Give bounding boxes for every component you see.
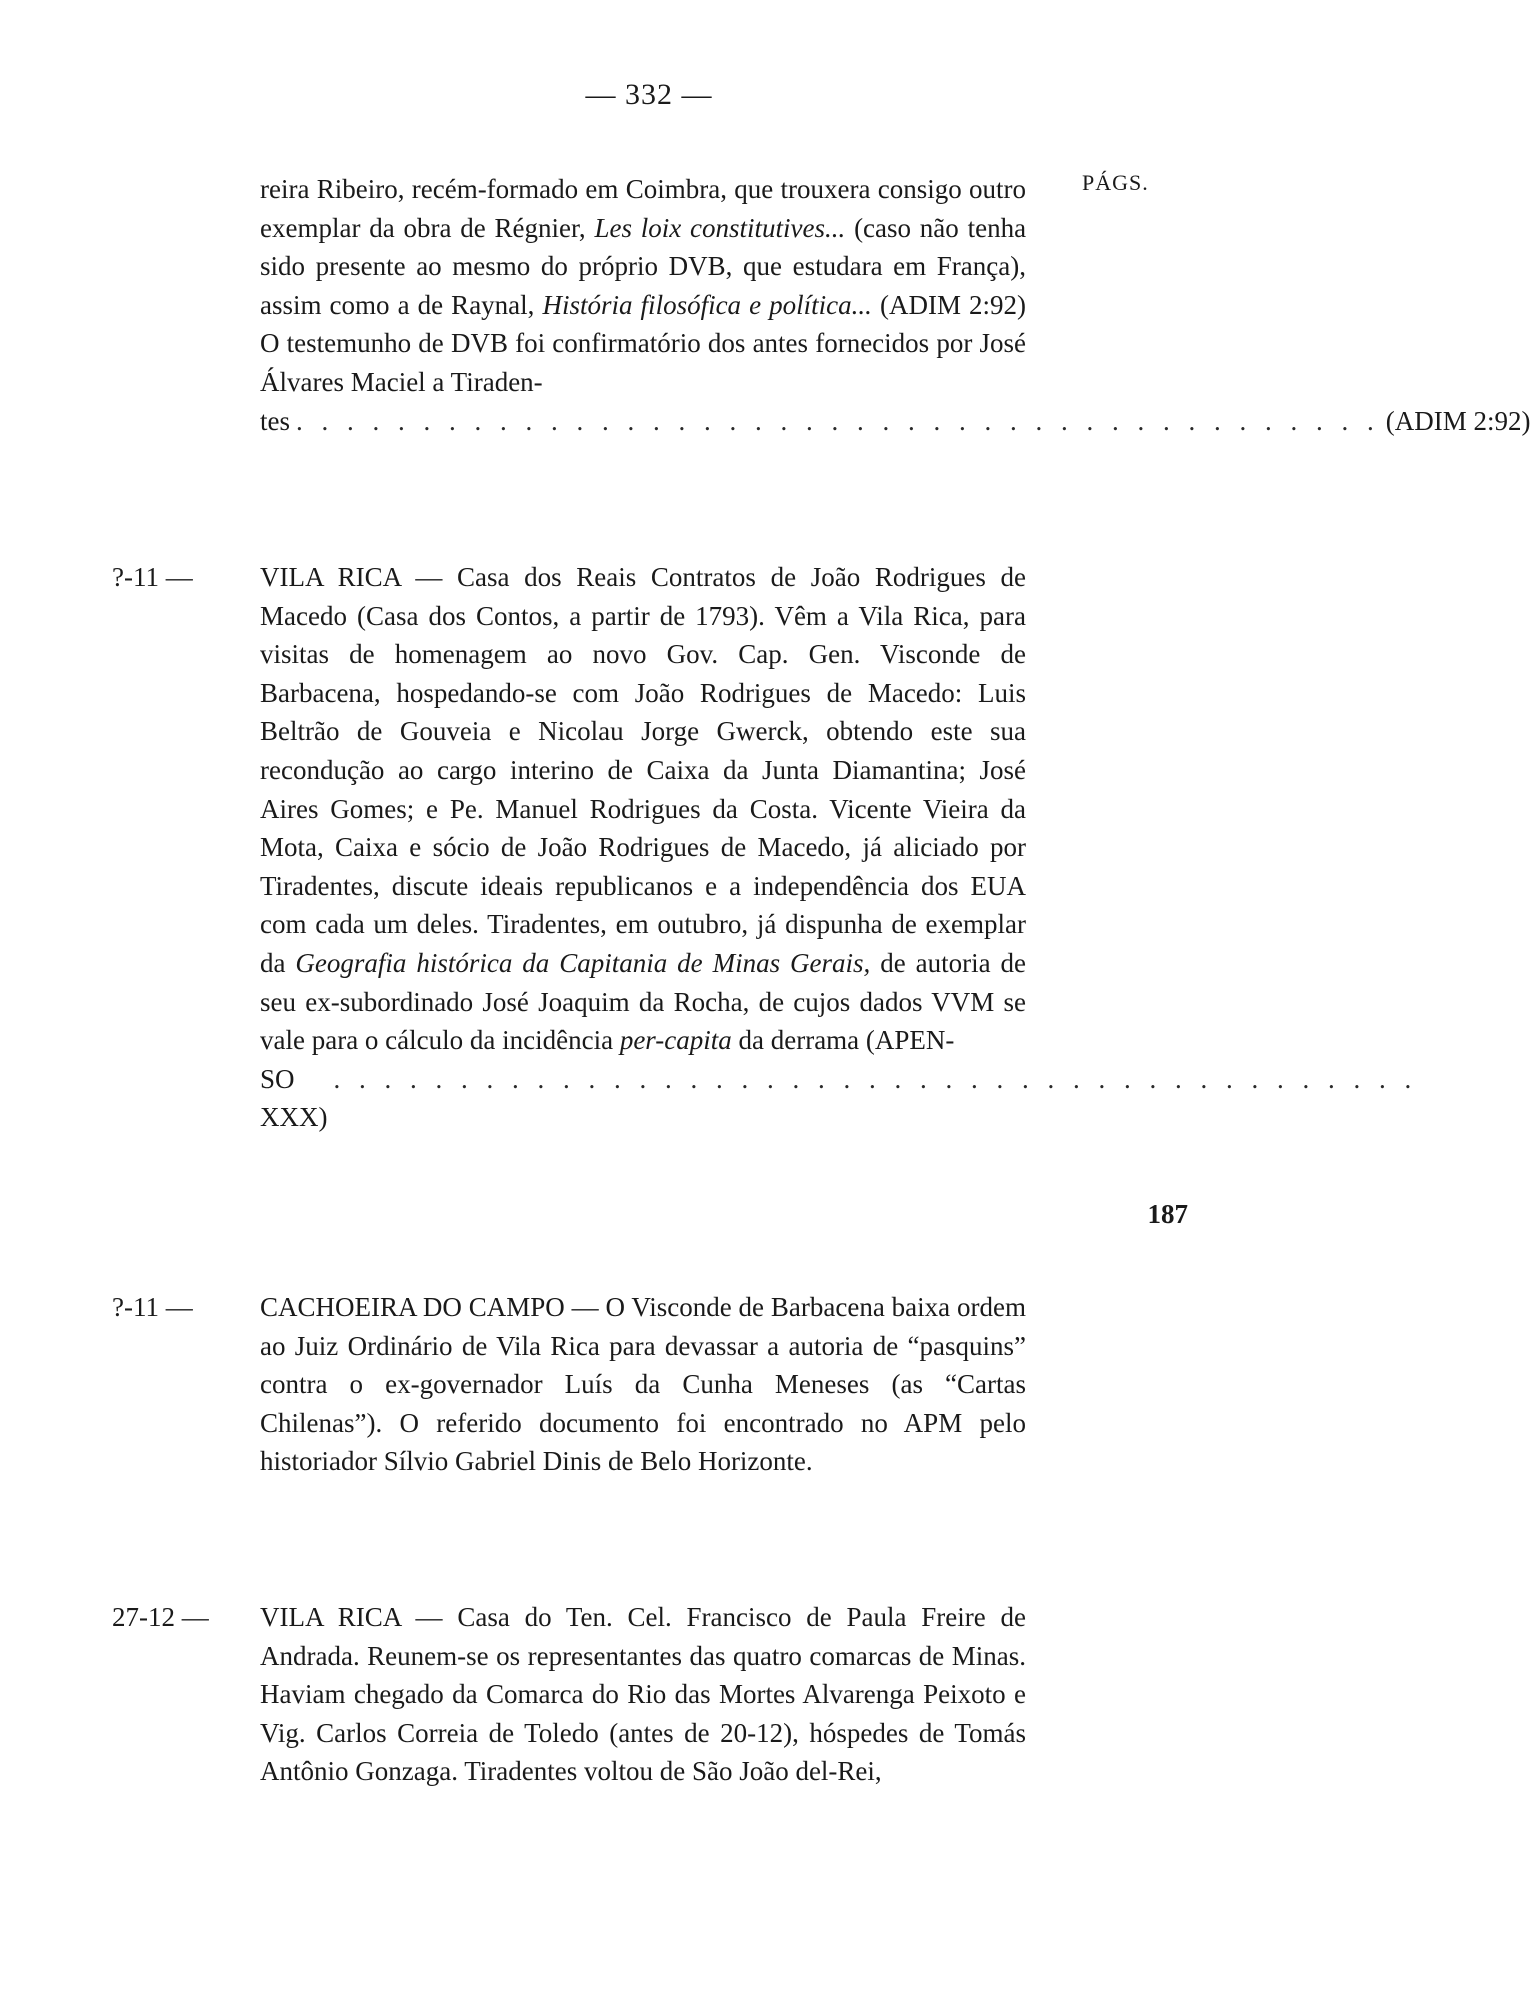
entry-body — [260, 1288, 1026, 1481]
page-number: — 332 — — [585, 78, 713, 111]
page-reference: 187 — [1147, 1199, 1188, 1229]
entry-paragraph — [260, 1288, 1026, 1481]
entry-text: de autoria de seu ex-subordinado José Joaquim da Rocha, de cujos dados VVM se vale para o cálculo da incidência — [260, 947, 1026, 1056]
leader-start: tes — [260, 405, 290, 436]
entry-paragraph — [260, 1598, 1026, 1791]
leader-start: SO XXX) — [260, 1063, 328, 1133]
leader-line — [260, 1060, 1418, 1137]
column-header-pages: PÁGS. — [1082, 170, 1149, 195]
entry-text: reira Ribeiro, recém-formado em Coimbra, que trouxera consigo outro exemplar da obra de Régnier, — [260, 174, 1026, 243]
entry-text: da derrama (APEN- — [738, 1025, 955, 1056]
entry-italic-term: per-capita — [619, 1025, 732, 1056]
entry-date: ?-11 — — [112, 562, 193, 592]
entry-text: VILA RICA — Casa dos Reais Contratos de João Rodrigues de Macedo (Casa dos Contos, a partir de 1793). Vêm a Vila Rica, para visitas de homenagem ao novo Gov. Cap. Gen. Visconde de Barbacena, hospedando-se com João Rodrigues de Macedo: Luis Beltrão de Gouveia e Nicolau Jorge Gwerck, obtendo este sua recondução ao cargo interino de Caixa da Junta Diamantina; José Aires Gomes; e Pe. Manuel Rodrigues da Costa. Vicente Vieira da Mota, Caixa e sócio de João Rodrigues de Macedo, já aliciado por Tiradentes, discute ideais republicanos e a independência dos EUA com cada um deles. Tiradentes, em outubro, já dispunha de exemplar da — [260, 562, 1026, 978]
dot-leader: . . . . . . . . . . . . . . . . . . . . . . . . . . . . . . . . . . . . . . . . . . . — [296, 405, 1380, 436]
entry-body — [260, 558, 1418, 1137]
entry-paragraph — [260, 170, 1026, 402]
entry-paragraph — [260, 558, 1026, 1060]
entry-text: (ADIM 2:92) O testemunho de DVB foi confirmatório dos antes fornecidos por José Álvares Maciel a Tiraden- — [260, 289, 1027, 397]
entry-date: 27-12 — — [112, 1602, 209, 1632]
entry-text: VILA RICA — Casa do Ten. Cel. Francisco de Paula Freire de Andrada. Reunem-se os representantes das quatro comarcas de Minas. Haviam chegado da Comarca do Rio das Mortes Alvarenga Peixoto e Vig. Carlos Correia de Toledo (antes de 20-12), hóspedes de Tomás Antônio Gonzaga. Tiradentes voltou de São João del-Rei, — [260, 1602, 1026, 1787]
entry-body — [260, 1598, 1026, 1791]
entry-date: ?-11 — — [112, 1292, 193, 1322]
entry-italic-title: Les loix constitutives... — [594, 212, 846, 243]
entry-text: CACHOEIRA DO CAMPO — O Visconde de Barbacena baixa ordem ao Juiz Ordinário de Vila Rica para devassar a autoria de “pasquins” contra o ex-governador Luís da Cunha Meneses (as “Cartas Chilenas”). O referido documento foi encontrado no APM pelo historiador Sílvio Gabriel Dinis de Belo Horizonte. — [260, 1292, 1026, 1477]
entry-italic-title: História filosófica e política... — [542, 289, 872, 320]
dot-leader: . . . . . . . . . . . . . . . . . . . . . . . . . . . . . . . . . . . . . . . . . . . — [333, 1063, 1418, 1094]
entry-italic-title: Geografia histórica da Capitania de Minas Gerais, — [295, 947, 871, 978]
leader-line — [260, 402, 1530, 441]
entry-text: (caso não tenha sido presente ao mesmo do próprio DVB, que estudara em França), assim como a de Raynal, — [260, 212, 1027, 320]
leader-end: (ADIM 2:92) — [1385, 405, 1530, 436]
